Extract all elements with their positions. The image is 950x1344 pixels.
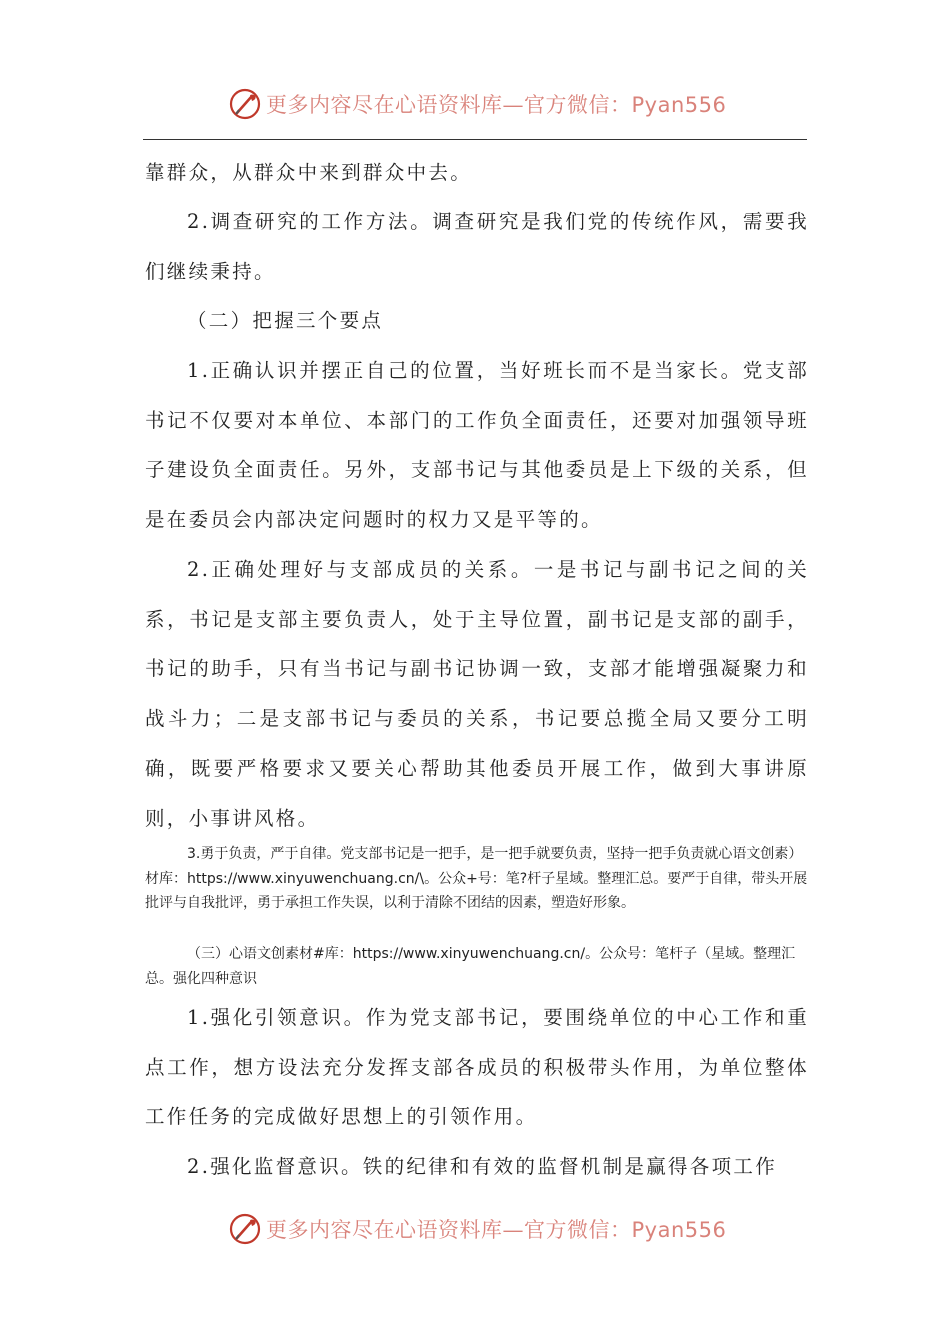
header-divider [143,139,807,140]
small-section-heading: （三）心语文创素材#库：https://www.xinyuwenchuang.cn/。公众号：笔杆子（星域。整理汇总。强化四种意识 [145,946,796,987]
quill-pen-logo-icon [228,1212,262,1246]
section-heading: （二）把握三个要点 [187,309,384,332]
header-banner [228,82,748,126]
header-banner-text: 更多内容尽在心语资料库—官方微信：Pyan556 [266,93,727,117]
footer-banner [228,1207,748,1251]
paragraph: 靠群众，从群众中来到群众中去。 [145,161,473,184]
small-paragraph: 3.勇于负责，严于自律。党支部书记是一把手，是一把手就要负责，坚持一把手负责就心语文创素）材库：https://www.xinyuwenchuang.cn/\。公众+号：笔?杆子星域。整理汇总。要严于自律，带头开展批评与自我批评，勇于承担工作失误，以利于清除不团结的因素，塑造好形象。 [145,846,808,912]
paragraph: 1.正确认识并摆正自己的位置，当好班长而不是当家长。党支部书记不仅要对本单位、本部门的工作负全面责任，还要对加强领导班子建设负全面责任。另外，支部书记与其他委员是上下级的关系，但是在委员会内部决定问题时的权力又是平等的。 [145,359,809,532]
paragraph: 1.强化引领意识。作为党支部书记，要围绕单位的中心工作和重点工作，想方设法充分发挥支部各成员的积极带头作用，为单位整体工作任务的完成做好思想上的引领作用。 [145,1006,809,1129]
paragraph: 2.调查研究的工作方法。调查研究是我们党的传统作风，需要我们继续秉持。 [145,210,809,283]
footer-banner-text: 更多内容尽在心语资料库—官方微信：Pyan556 [266,1218,727,1242]
paragraph: 2.强化监督意识。铁的纪律和有效的监督机制是赢得各项工作 [187,1155,778,1178]
paragraph: 2.正确处理好与支部成员的关系。一是书记与副书记之间的关系，书记是支部主要负责人，处于主导位置，副书记是支部的副手，书记的助手，只有当书记与副书记协调一致，支部才能增强凝聚力和战斗力；二是支部书记与委员的关系，书记要总揽全局又要分工明确，既要严格要求又要关心帮助其他委员开展工作，做到大事讲原则，小事讲风格。 [145,558,809,830]
quill-pen-logo-icon [228,87,262,121]
